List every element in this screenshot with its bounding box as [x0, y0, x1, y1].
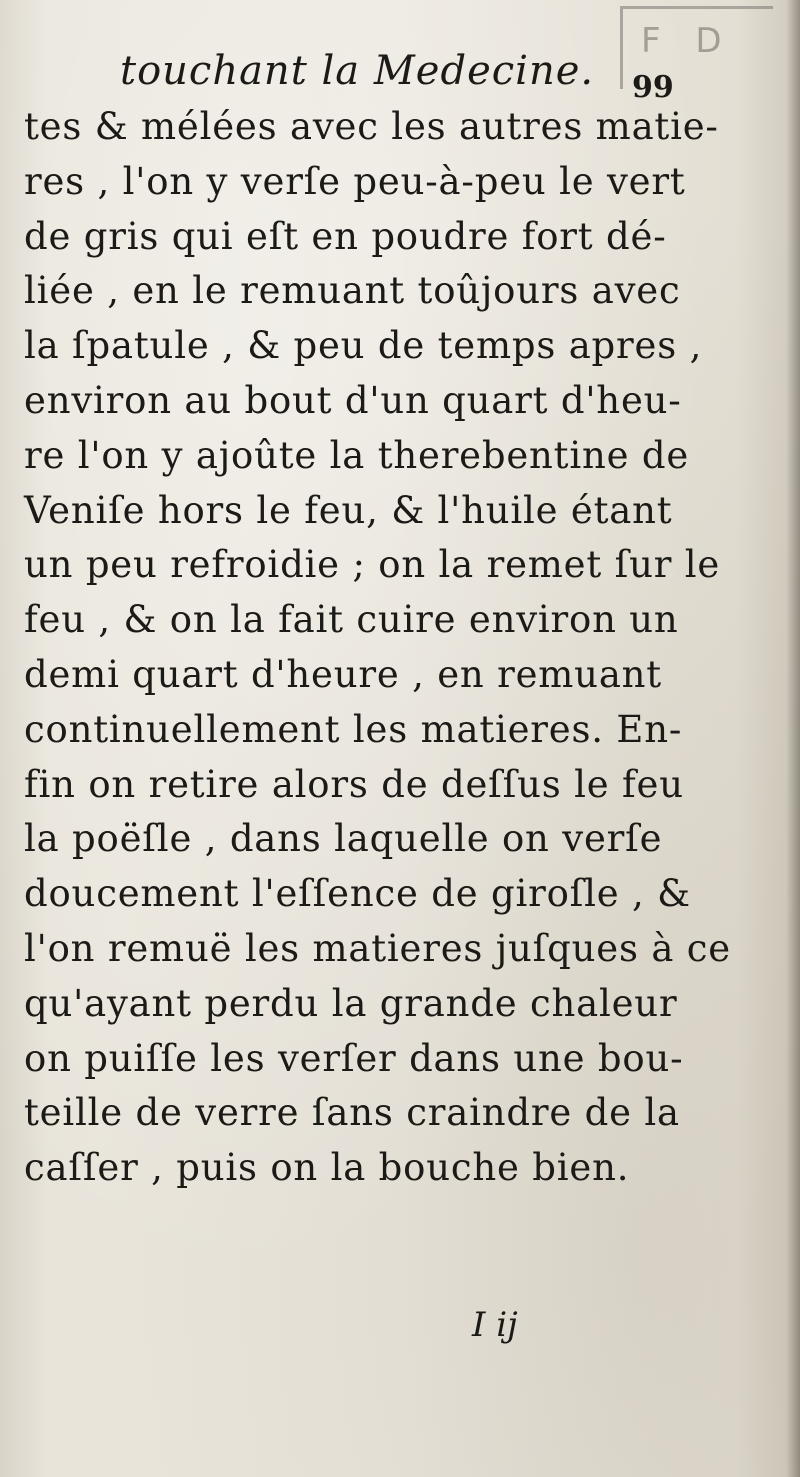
text-line: Veniſe hors le feu, & l'huile étant — [24, 488, 673, 532]
text-line: caſſer , puis on la bouche bien. — [24, 1146, 630, 1190]
text-line: qu'ayant perdu la grande chaleur — [24, 981, 678, 1025]
text-line: demi quart d'heure , en remuant — [24, 652, 662, 696]
page-number: 99 — [632, 70, 674, 105]
signature-mark: I ij — [472, 1305, 518, 1345]
library-stamp-text: F D — [641, 21, 734, 61]
body-text — [24, 100, 731, 1196]
text-line: teille de verre ſans craindre de la — [24, 1091, 680, 1135]
text-line: tes & mélées avec les autres matie- — [24, 105, 719, 148]
page-edge-shadow — [786, 0, 800, 1477]
text-line: re l'on y ajoûte la therebentine de — [24, 433, 690, 477]
text-line: environ au bout d'un quart d'heu- — [24, 378, 682, 422]
text-line: un peu refroidie ; on la remet ſur le — [24, 543, 721, 587]
text-line: fin on retire alors de deſſus le feu — [24, 762, 684, 806]
running-head: touchant la Medecine. — [120, 48, 595, 94]
text-line: la poëſle , dans laquelle on verſe — [24, 817, 663, 861]
text-line: la ſpatule , & peu de temps apres , — [24, 324, 703, 368]
text-line: l'on remuë les matieres juſques à ce — [24, 926, 731, 970]
text-line: doucement l'eſſence de giroſle , & — [24, 872, 691, 916]
text-line: continuellement les matieres. En- — [24, 707, 683, 751]
text-line: feu , & on la fait cuire environ un — [24, 598, 679, 642]
text-line: de gris qui eſt en poudre fort dé- — [24, 214, 667, 258]
text-line: on puiſſe les verſer dans une bou- — [24, 1036, 684, 1080]
text-line: liée , en le remuant toûjours avec — [24, 269, 681, 313]
text-line: res , l'on y verſe peu-à-peu le vert — [24, 159, 686, 203]
